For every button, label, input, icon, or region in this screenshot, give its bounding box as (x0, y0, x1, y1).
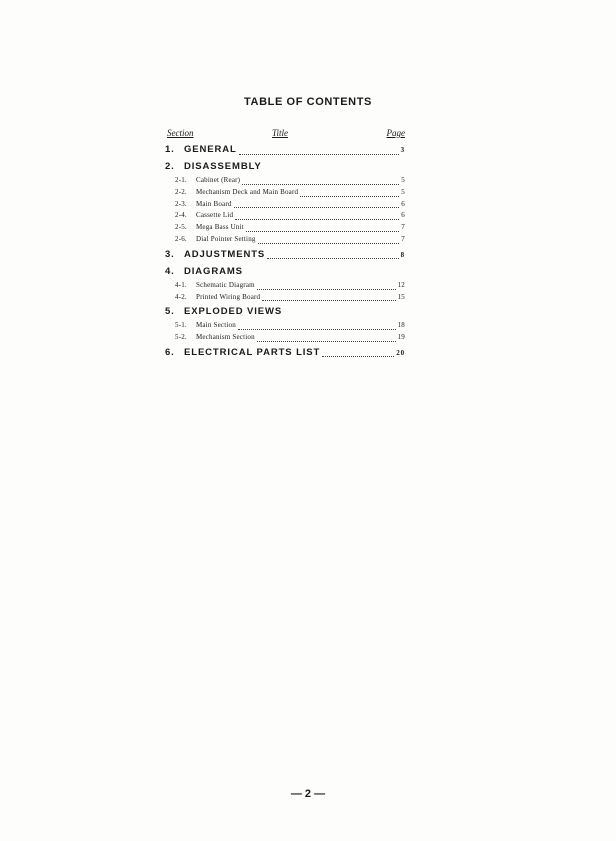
page-number: 7 (401, 223, 405, 232)
footer-page-number: — 2 — (290, 788, 326, 800)
toc-item-printed-wiring-board[interactable] (165, 293, 405, 305)
section-label: DISASSEMBLY (184, 161, 262, 172)
dot-leader (262, 299, 395, 301)
item-number: 2-6. (175, 234, 187, 243)
item-label: Mechanism Section (196, 333, 255, 342)
dot-leader (235, 218, 399, 220)
item-number: 2-3. (175, 199, 187, 208)
toc-section-diagrams[interactable] (165, 266, 405, 281)
dot-leader (267, 257, 398, 259)
page-number: 7 (401, 234, 405, 243)
section-number: 1. (165, 144, 175, 155)
toc-item-schematic-diagram[interactable] (165, 281, 405, 293)
section-label: EXPLODED VIEWS (184, 306, 283, 318)
toc-item-mechanism-section[interactable] (165, 333, 405, 345)
page-number: 5 (401, 187, 405, 196)
page-number: 6 (401, 199, 405, 208)
toc-section-electrical-parts-list[interactable] (165, 347, 405, 362)
section-number: 5. (165, 306, 175, 318)
page-number: 3 (400, 146, 405, 154)
toc-section-general[interactable] (165, 144, 405, 159)
toc-section-disassembly[interactable] (165, 161, 405, 176)
section-label: GENERAL (184, 144, 237, 155)
section-label: ELECTRICAL PARTS LIST (184, 346, 321, 358)
page-number: 12 (397, 280, 405, 289)
dot-leader (239, 153, 399, 155)
section-column-header: Section (167, 128, 194, 138)
toc-section-adjustments[interactable] (165, 249, 405, 264)
table-of-contents (165, 128, 405, 362)
item-label: Mechanism Deck and Main Board (196, 187, 299, 196)
item-number: 2-5. (175, 223, 187, 232)
toc-item-dial-pointer-setting[interactable] (165, 235, 405, 247)
page-column-header: Page (386, 128, 405, 138)
page-title: TABLE OF CONTENTS (244, 96, 372, 108)
toc-item-main-section[interactable] (165, 321, 405, 333)
dot-leader (322, 355, 394, 357)
dot-leader (246, 230, 399, 232)
item-label: Printed Wiring Board (196, 292, 261, 301)
dot-leader (257, 288, 396, 290)
item-number: 5-1. (175, 321, 187, 330)
item-number: 4-2. (175, 292, 187, 301)
dot-leader (257, 340, 396, 342)
toc-section-exploded-views[interactable] (165, 306, 405, 321)
item-label: Mega Bass Unit (196, 223, 244, 232)
column-headers (165, 128, 405, 142)
item-label: Dial Pointer Setting (196, 234, 256, 243)
dot-leader (234, 206, 400, 208)
dot-leader (300, 195, 399, 197)
item-number: 2-2. (175, 187, 187, 196)
toc-item-mega-bass-unit[interactable] (165, 223, 405, 235)
item-label: Schematic Diagram (196, 280, 255, 289)
dot-leader (242, 183, 399, 185)
toc-item-main-board[interactable] (165, 200, 405, 212)
page-number: 5 (401, 176, 405, 184)
section-number: 3. (165, 248, 175, 260)
item-number: 2-1. (175, 176, 187, 184)
item-label: Main Board (196, 199, 232, 208)
section-number: 2. (165, 161, 175, 172)
section-number: 4. (165, 265, 175, 277)
dot-leader (258, 242, 400, 244)
item-number: 5-2. (175, 333, 187, 342)
page-number: 6 (401, 211, 405, 220)
section-label: DIAGRAMS (184, 265, 243, 277)
section-label: ADJUSTMENTS (184, 248, 266, 260)
page-number: 15 (397, 292, 405, 301)
item-number: 2-4. (175, 211, 187, 220)
section-number: 6. (165, 346, 175, 358)
page-number: 18 (397, 321, 405, 330)
toc-item-cassette-lid[interactable] (165, 211, 405, 223)
item-label: Cassette Lid (196, 211, 234, 220)
title-column-header: Title (272, 128, 289, 138)
item-label: Cabinet (Rear) (196, 176, 241, 184)
page-number: 8 (400, 250, 405, 259)
toc-item-cabinet-rear[interactable] (165, 176, 405, 188)
toc-item-mechanism-deck[interactable] (165, 188, 405, 200)
page-number: 19 (397, 333, 405, 342)
page-number: 20 (396, 348, 405, 357)
item-label: Main Section (196, 321, 236, 330)
dot-leader (238, 328, 396, 330)
item-number: 4-1. (175, 280, 187, 289)
